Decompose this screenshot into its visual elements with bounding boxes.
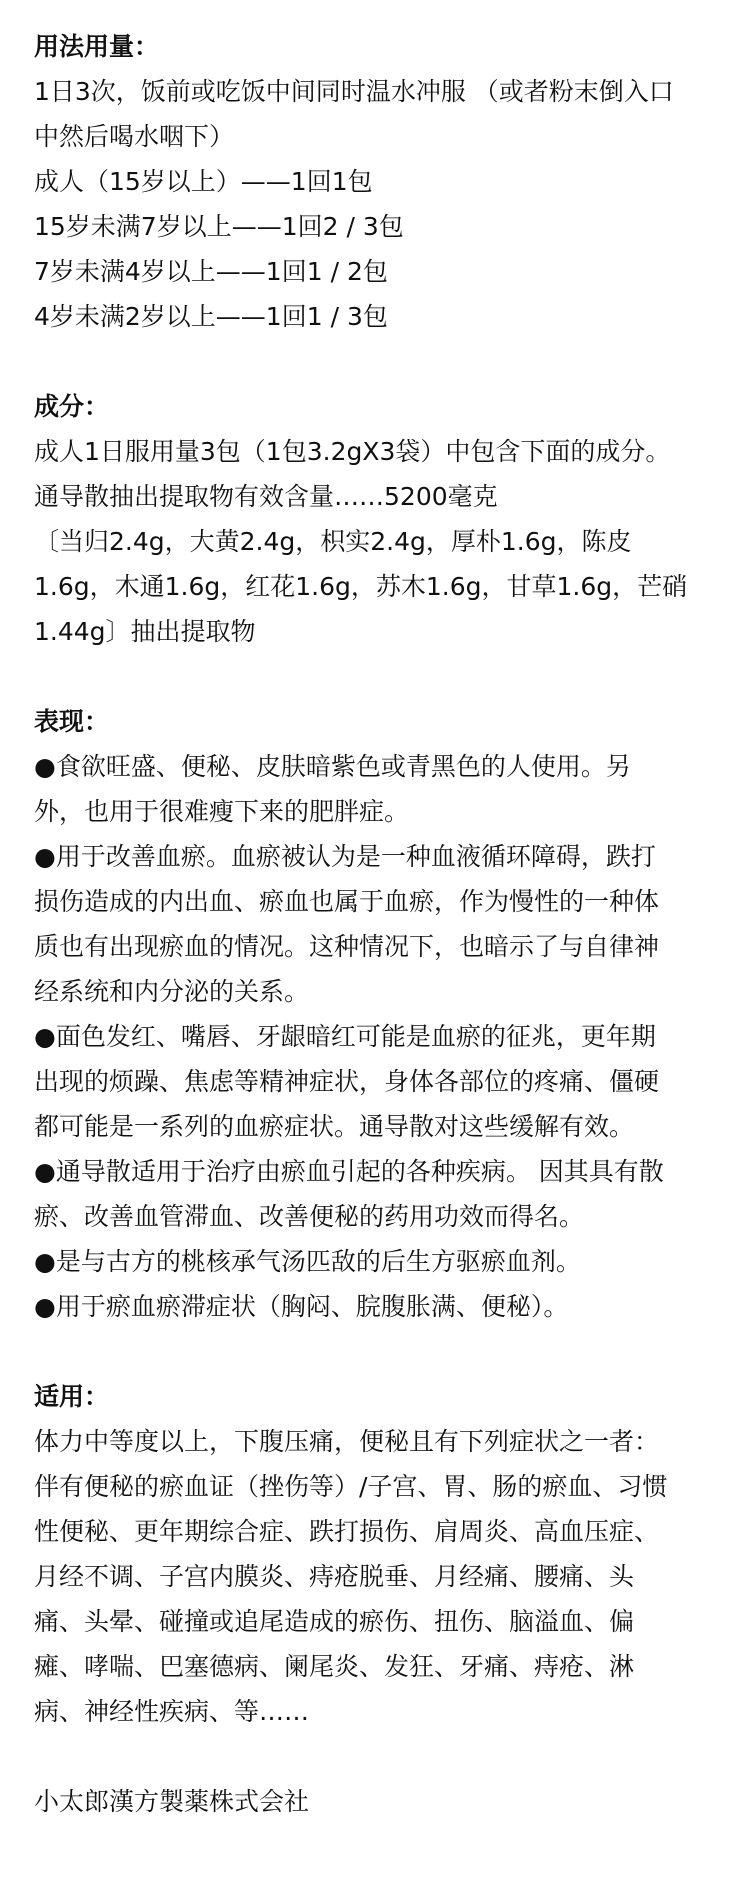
indications-heading: 适用： (34, 1382, 110, 1411)
ingredients-line: 通导散抽出提取物有效含量……5200毫克 (34, 482, 498, 511)
usage-line: 中然后喝水咽下） (34, 122, 235, 151)
usage-line: 1日3次，饭前或吃饭中间同时温水冲服 （或者粉末倒入口 (34, 77, 674, 106)
effects-line: 外，也用于很难瘦下来的肥胖症。 (34, 797, 410, 826)
indications-line: 瘫、哮喘、巴塞德病、阑尾炎、发狂、牙痛、痔疮、淋 (34, 1652, 635, 1681)
effects-line: 质也有出现瘀血的情况。这种情况下，也暗示了与自律神 (34, 932, 660, 961)
effects-line: ●通导散适用于治疗由瘀血引起的各种疾病。 因其具有散 (34, 1157, 664, 1186)
effects-line: ●是与古方的桃核承气汤匹敌的后生方驱瘀血剂。 (34, 1247, 581, 1276)
indications-line: 病、神经性疾病、等…… (34, 1697, 310, 1726)
ingredients-section (34, 384, 720, 654)
effects-section (34, 699, 720, 1329)
effects-line: 都可能是一系列的血瘀症状。通导散对这些缓解有效。 (34, 1112, 635, 1141)
section-spacer (34, 654, 720, 699)
effects-line: ●食欲旺盛、便秘、皮肤暗紫色或青黑色的人使用。另 (34, 752, 631, 781)
usage-line: 15岁未满7岁以上——1回2 / 3包 (34, 212, 404, 241)
indications-line: 伴有便秘的瘀血证（挫伤等）/子宫、胃、肠的瘀血、习惯 (34, 1472, 668, 1501)
usage-section (34, 24, 720, 339)
usage-line: 7岁未满4岁以上——1回1 / 2包 (34, 257, 388, 286)
indications-line: 痛、头晕、碰撞或追尾造成的瘀伤、扭伤、脑溢血、偏 (34, 1607, 635, 1636)
ingredients-line: 〔当归2.4g，大黄2.4g，枳实2.4g，厚朴1.6g，陈皮 (34, 527, 632, 556)
usage-heading: 用法用量： (34, 32, 160, 61)
ingredients-line: 成人1日服用量3包（1包3.2gX3袋）中包含下面的成分。 (34, 437, 671, 466)
ingredients-heading: 成分： (34, 392, 110, 421)
usage-line: 成人（15岁以上）——1回1包 (34, 167, 373, 196)
indications-line: 性便秘、更年期综合症、跌打损伤、肩周炎、高血压症、 (34, 1517, 660, 1546)
effects-line: ●用于改善血瘀。血瘀被认为是一种血液循环障碍，跌打 (34, 842, 656, 871)
indications-line: 月经不调、子宫内膜炎、痔疮脱垂、月经痛、腰痛、头 (34, 1562, 635, 1591)
indications-section (34, 1374, 720, 1734)
section-spacer (34, 1734, 720, 1779)
indications-line: 体力中等度以上，下腹压痛，便秘且有下列症状之一者： (34, 1427, 660, 1456)
effects-line: ●面色发红、嘴唇、牙龈暗红可能是血瘀的征兆，更年期 (34, 1022, 656, 1051)
section-spacer (34, 339, 720, 384)
effects-heading: 表现： (34, 707, 110, 736)
section-spacer (34, 1329, 720, 1374)
effects-line: 出现的烦躁、焦虑等精神症状，身体各部位的疼痛、僵硬 (34, 1067, 660, 1096)
ingredients-line: 1.6g，木通1.6g，红花1.6g，苏木1.6g，甘草1.6g，芒硝 (34, 572, 688, 601)
usage-line: 4岁未满2岁以上——1回1 / 3包 (34, 302, 388, 331)
effects-line: 瘀、改善血管滞血、改善便秘的药用功效而得名。 (34, 1202, 585, 1231)
company-name: 小太郎漢方製薬株式会社 (34, 1787, 310, 1816)
effects-line: 损伤造成的内出血、瘀血也属于血瘀，作为慢性的一种体 (34, 887, 660, 916)
effects-line: ●用于瘀血瘀滞症状（胸闷、脘腹胀满、便秘）。 (34, 1292, 569, 1321)
ingredients-line: 1.44g〕抽出提取物 (34, 617, 256, 646)
effects-line: 经系统和内分泌的关系。 (34, 977, 310, 1006)
